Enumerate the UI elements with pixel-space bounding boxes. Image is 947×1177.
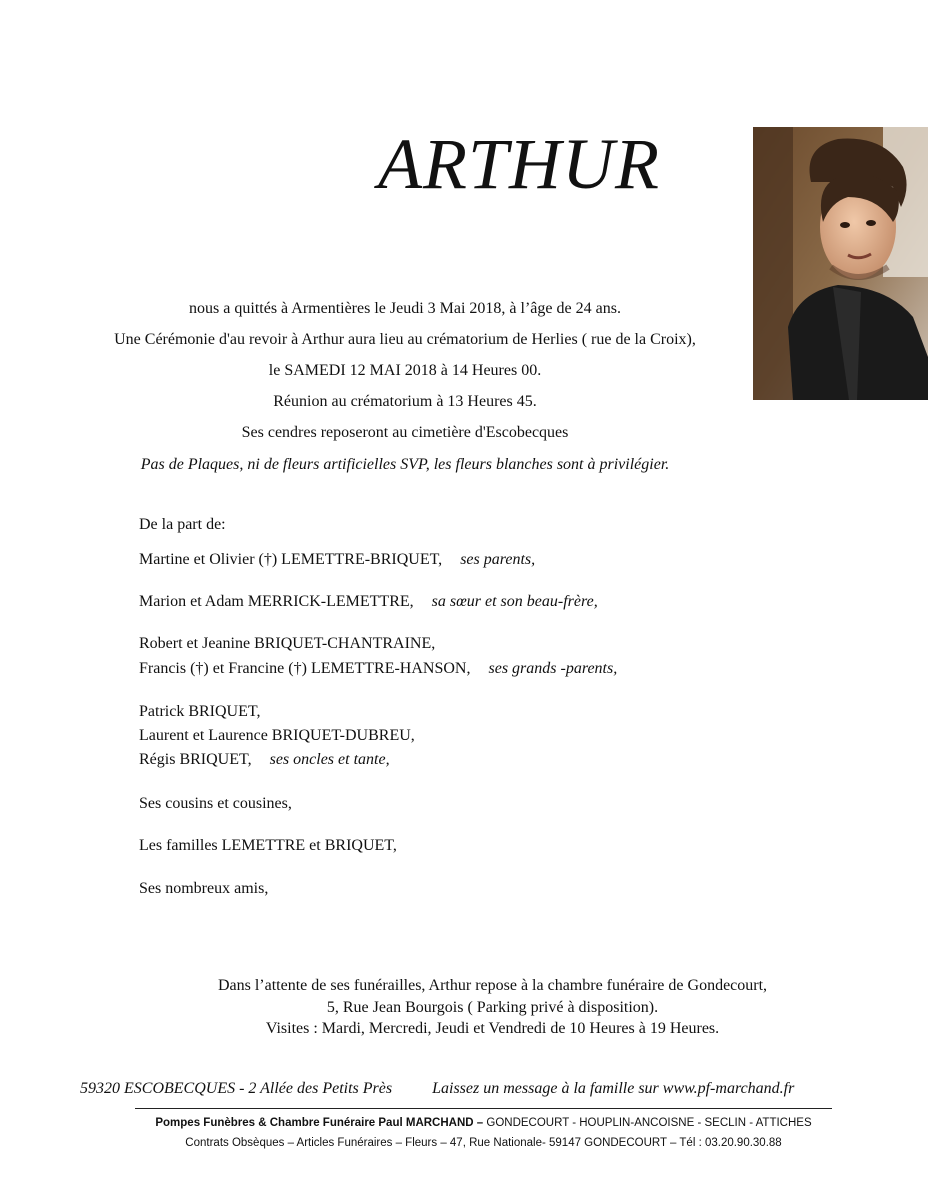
family-friends: Ses nombreux amis, (139, 880, 269, 897)
announcement-line5: Ses cendres reposeront au cimetière d'Escobecques (241, 424, 569, 441)
family-intro: De la part de: (139, 516, 226, 533)
announcement-line1: nous a quittés à Armentières le Jeudi 3 Mai 2018, à l’âge de 24 ans. (189, 300, 621, 317)
family-lineages: Les familles LEMETTRE et BRIQUET, (139, 837, 397, 854)
company-name: Pompes Funèbres & Chambre Funéraire Paul MARCHAND – (155, 1117, 484, 1129)
announcement-line3: le SAMEDI 12 MAI 2018 à 14 Heures 00. (268, 362, 542, 379)
footer-message-link[interactable]: Laissez un message à la famille sur www.pf-marchand.fr (432, 1080, 795, 1097)
family-uncles (139, 751, 390, 769)
footer-contracts: Contrats Obsèques – Articles Funéraires – Fleurs – 47, Rue Nationale- 59147 GONDECOURT – Tél : 03.20.90.30.88 (185, 1137, 782, 1149)
uncle-3: Régis BRIQUET, (139, 751, 252, 768)
funeral-home-line3: Visites : Mardi, Mercredi, Jeudi et Vendredi de 10 Heures à 19 Heures. (265, 1020, 720, 1037)
parents-names: Martine et Olivier (†) LEMETTRE-BRIQUET, (139, 551, 443, 568)
portrait-photo (753, 127, 928, 400)
funeral-home-line2: 5, Rue Jean Bourgois ( Parking privé à disposition). (326, 999, 659, 1016)
announcement-flowers-note: Pas de Plaques, ni de fleurs artificielles SVP, les fleurs blanches sont à privilégier. (140, 456, 670, 473)
parents-relation: ses parents, (460, 551, 536, 568)
uncles-relation: ses oncles et tante, (269, 751, 390, 768)
footer-divider (135, 1108, 832, 1109)
deceased-name: ARTHUR (378, 124, 660, 204)
announcement-line4: Réunion au crématorium à 13 Heures 45. (273, 393, 537, 410)
family-grandparents (139, 660, 617, 678)
family-parents (139, 551, 535, 569)
footer-contact-line (80, 1080, 794, 1098)
company-locations: GONDECOURT - HOUPLIN-ANCOISNE - SECLIN - ATTICHES (483, 1117, 812, 1129)
funeral-home-line1: Dans l’attente de ses funérailles, Arthur repose à la chambre funéraire de Gondecourt, (217, 977, 768, 994)
announcement-line2: Une Cérémonie d'au revoir à Arthur aura lieu au crématorium de Herlies ( rue de la Croix), (114, 331, 696, 348)
footer-company (0, 1117, 947, 1129)
uncle-2: Laurent et Laurence BRIQUET-DUBREU, (139, 727, 415, 744)
grandparents-relation: ses grands -parents, (488, 660, 618, 677)
family-sister (139, 593, 598, 611)
grandparents-1: Robert et Jeanine BRIQUET-CHANTRAINE, (139, 635, 436, 652)
family-cousins: Ses cousins et cousines, (139, 795, 292, 812)
sister-relation: sa sœur et son beau-frère, (431, 593, 598, 610)
grandparents-2: Francis (†) et Francine (†) LEMETTRE-HANSON, (139, 660, 471, 677)
sister-names: Marion et Adam MERRICK-LEMETTRE, (139, 593, 414, 610)
uncle-1: Patrick BRIQUET, (139, 703, 261, 720)
footer-address: 59320 ESCOBECQUES - 2 Allée des Petits Près (80, 1080, 393, 1097)
